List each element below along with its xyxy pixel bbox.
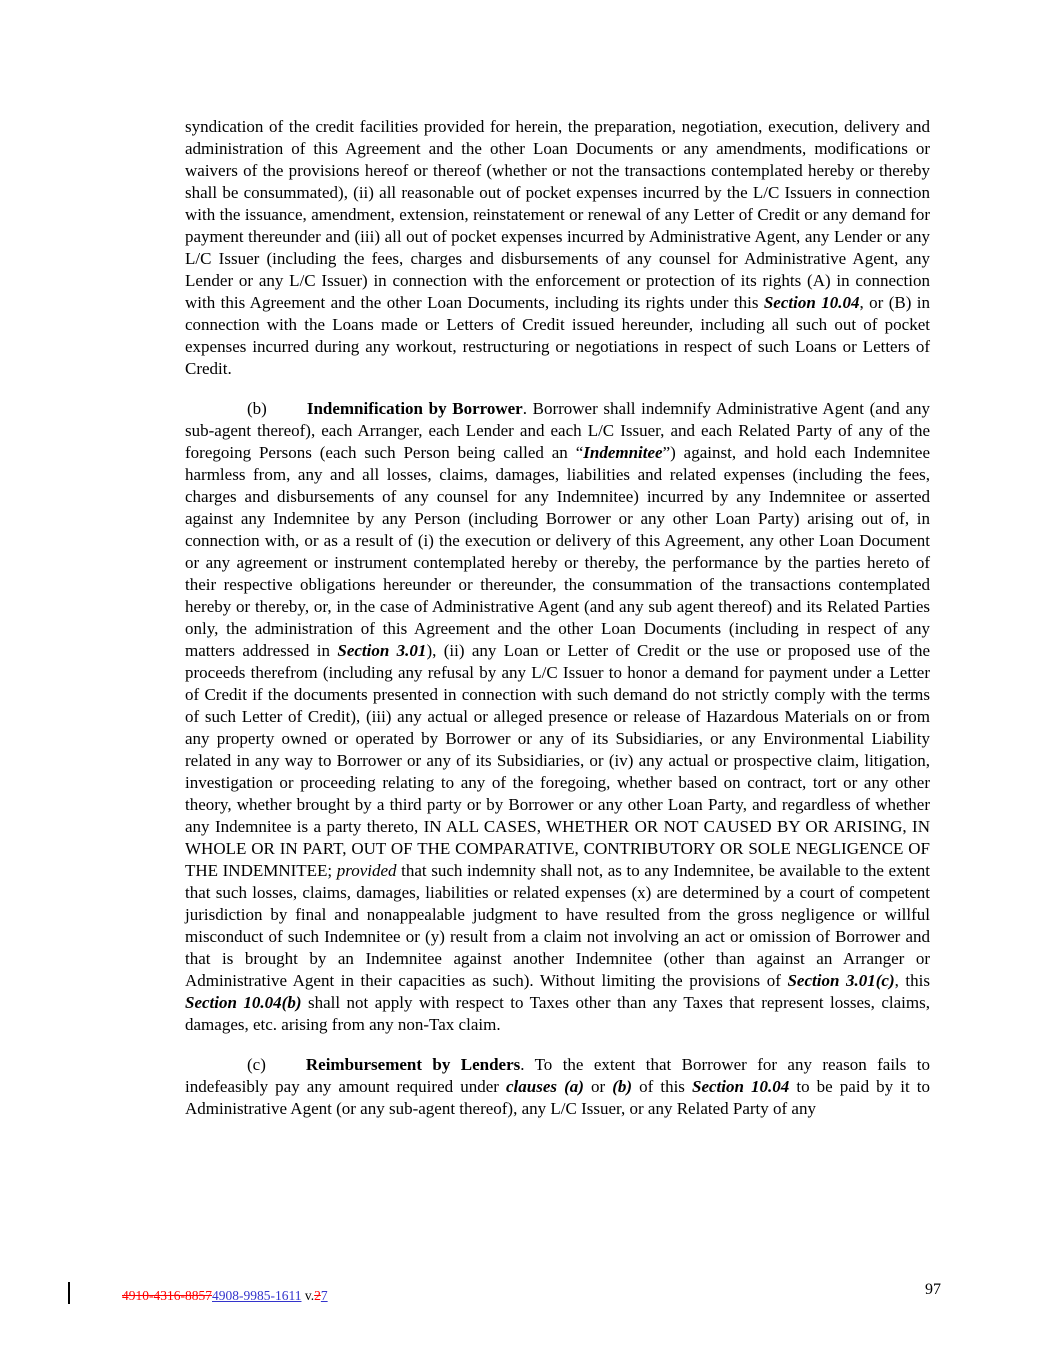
body-text: . To the extent that Borrower for any reason fails to indefeasibly pay any amount required under — [185, 1055, 930, 1096]
proviso-term: provided — [336, 861, 397, 880]
document-body — [185, 116, 930, 1120]
body-text: , this — [894, 971, 930, 990]
clause-label: (c) — [247, 1055, 266, 1074]
clause-reference: (b) — [612, 1077, 633, 1096]
body-text: shall not apply with respect to Taxes other than any Taxes that represent losses, claims, damages, etc. arising from any non-Tax claim. — [185, 993, 930, 1034]
section-reference: Section 10.04 — [763, 293, 860, 312]
section-reference: Section 3.01(c) — [787, 971, 895, 990]
body-text: syndication of the credit facilities provided for herein, the preparation, negotiation, execution, delivery and administration of this Agreement and the other Loan Documents or any amendments, modifications or waivers of the provisions hereof or thereof (whether or not the transactions contemplated hereby or thereby shall be consummated), (ii) all reasonable out of pocket expenses incurred by the L/C Issuers in connection with the issuance, amendment, extension, reinstatement or renewal of any Letter of Credit or any demand for payment thereunder and (iii) all out of pocket expenses incurred by Administrative Agent, any Lender or any L/C Issuer (including the fees, charges and disbursements of any counsel for Administrative Agent, any Lender or any L/C Issuer) in connection with the enforcement or protection of its rights (A) in connection with this Agreement and the other Loan Documents, including its rights under this — [185, 117, 930, 312]
body-text: ”) against, and hold each Indemnitee harmless from, any and all losses, claims, damages, liabilities and related expenses (including the fees, charges and disbursements of any counsel for any Indemnitee) incurred by any Indemnitee or asserted against any Indemnitee by any Person (including Borrower or any other Loan Party) arising out of, in connection with, or as a result of (i) the execution or delivery of this Agreement, any other Loan Document or any agreement or instrument contemplated hereby or thereby, the performance by the parties hereto of their respective obligations hereunder or thereunder, the consummation of the transactions contemplated hereby or thereby, or, in the case of Administrative Agent (and any sub agent thereof) and its Related Parties only, the administration of this Agreement and the other Loan Documents (including in respect of any matters addressed in — [185, 443, 930, 660]
body-text: , or (B) in connection with the Loans made or Letters of Credit issued hereunder, including all such out of pocket expenses incurred during any workout, restructuring or negotiations in respect of such Loans or Letters of Credit. — [185, 293, 930, 378]
section-reference: Section 3.01 — [337, 641, 427, 660]
section-reference: Section 10.04(b) — [185, 993, 302, 1012]
body-text: to be paid by it to Administrative Agent (or any sub-agent thereof), any L/C Issuer, or any Related Party of any — [185, 1077, 930, 1118]
doc-id-footer — [122, 1288, 328, 1304]
section-reference: Section 10.04 — [692, 1077, 790, 1096]
clause-heading: Reimbursement by Lenders — [305, 1055, 521, 1074]
defined-term: Indemnitee — [583, 443, 663, 462]
paragraph-c-reimbursement — [185, 1054, 930, 1120]
clause-label: (b) — [247, 399, 267, 418]
body-text: or — [583, 1077, 613, 1096]
paragraph-b-indemnification — [185, 398, 930, 1036]
body-text: ), (ii) any Loan or Letter of Credit or the use or proposed use of the proceeds therefrom (including any refusal by any L/C Issuer to honor a demand for payment under a Letter of Credit if the documents presented in connection with such demand do not strictly comply with the terms of such Letter of Credit), (iii) any actual or alleged presence or release of Hazardous Materials on or from any property owned or operated by Borrower or any of its Subsidiaries, or any Environmental Liability related in any way to Borrower or any of its Subsidiaries, or (iv) any actual or prospective claim, litigation, investigation or proceeding relating to any of the foregoing, whether based on contract, tort or any other theory, whether brought by a third party or by Borrower or any other Loan Party, and regardless of whether any Indemnitee is a party thereto, IN ALL CASES, WHETHER OR NOT CAUSED BY OR ARISING, IN WHOLE OR IN PART, OUT OF THE COMPARATIVE, CONTRIBUTORY OR SOLE NEGLIGENCE OF THE INDEMNITEE; — [185, 641, 931, 880]
revision-change-bar — [68, 1282, 70, 1304]
doc-id-inserted: 4908-9985-1611 — [212, 1288, 302, 1303]
paragraph-continuation — [185, 116, 930, 380]
version-inserted: 7 — [320, 1288, 328, 1303]
body-text: that such indemnity shall not, as to any Indemnitee, be available to the extent that such losses, claims, damages, liabilities or related expenses (x) are determined by a court of competent jurisdiction by final and nonappealable judgment to have resulted from the gross negligence or willful misconduct of such Indemnitee or (y) result from a claim not involving an act or omission of Borrower and that is brought by an Indemnitee against another Indemnitee (other than against an Arranger or Administrative Agent in their capacities as such). Without limiting the provisions of — [185, 861, 930, 990]
clause-reference: clauses (a) — [505, 1077, 584, 1096]
version-prefix: v. — [301, 1288, 315, 1303]
body-text: of this — [632, 1077, 693, 1096]
doc-id-deleted: 4910-4316-8857 — [122, 1288, 212, 1303]
clause-heading: Indemnification by Borrower — [306, 399, 523, 418]
body-text: . Borrower shall indemnify Administrative Agent (and any sub-agent thereof), each Arranger, each Lender and each L/C Issuer, and each Related Party of any of the foregoing Persons (each such Person being called an “ — [185, 399, 930, 462]
version-deleted: 2 — [314, 1288, 321, 1303]
page-number: 97 — [925, 1281, 941, 1298]
